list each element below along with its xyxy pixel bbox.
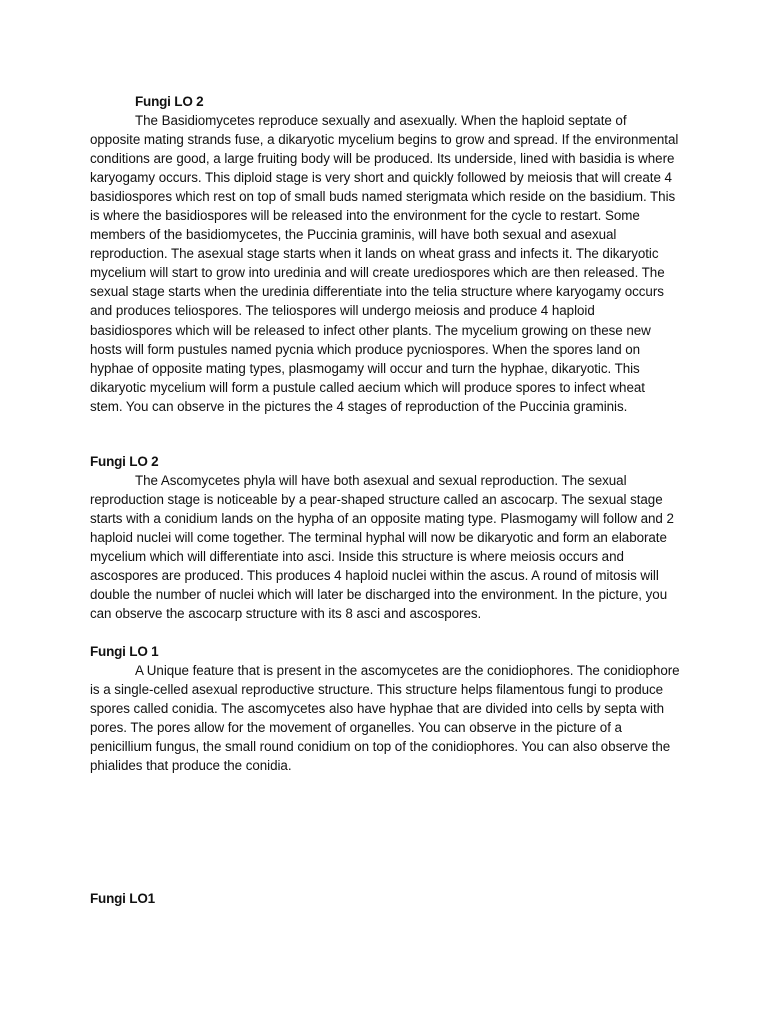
- section-fungi-lo1: [90, 889, 680, 908]
- section-heading: Fungi LO 2: [135, 94, 204, 109]
- section-paragraph: The Basidiomycetes reproduce sexually and asexually. When the haploid septate of opposite mating strands fuse, a dikaryotic mycelium begins to grow and spread. If the environmental conditions are good, a large fruiting body will be produced. Its underside, lined with basidia is where karyogamy occurs. This diploid stage is very short and quickly followed by meiosis that will create 4 basidiospores which rest on top of small buds named sterigmata which reside on the basidium. This is where the basidiospores will be released into the environment for the cycle to restart. Some members of the basidiomycetes, the Puccinia graminis, will have both sexual and asexual reproduction. The asexual stage starts when it lands on wheat grass and infects it. The dikaryotic mycelium will start to grow into uredinia and will create urediospores which are then released. The sexual stage starts when the uredinia differentiate into the telia structure where karyogamy occurs and produces teliospores. The teliospores will undergo meiosis and produce 4 haploid basidiospores which will be released to infect other plants. The mycelium growing on these new hosts will form pustules named pycnia which produce pycniospores. When the spores land on hyphae of opposite mating types, plasmogamy will occur and turn the hyphae, dikaryotic. This dikaryotic mycelium will form a pustule called aecium which will produce spores to infect wheat stem. You can observe in the pictures the 4 stages of reproduction of the Puccinia graminis.: [90, 113, 679, 414]
- section-conidiophores: [90, 642, 680, 775]
- section-paragraph: A Unique feature that is present in the ascomycetes are the conidiophores. The conidiophore is a single-celled asexual reproductive structure. This structure helps filamentous fungi to produce spores called conidia. The ascomycetes also have hyphae that are divided into cells by septa with pores. The pores allow for the movement of organelles. You can observe in the picture of a penicillium fungus, the small round conidium on top of the conidiophores. You can also observe the phialides that produce the conidia.: [90, 663, 680, 774]
- section-heading: Fungi LO1: [90, 891, 155, 906]
- section-heading: Fungi LO 2: [90, 454, 159, 469]
- section-paragraph: The Ascomycetes phyla will have both asexual and sexual reproduction. The sexual reproduction stage is noticeable by a pear-shaped structure called an ascocarp. The sexual stage starts with a conidium lands on the hypha of an opposite mating type. Plasmogamy will follow and 2 haploid nuclei will come together. The terminal hyphal will now be dikaryotic and form an elaborate mycelium which will differentiate into asci. Inside this structure is where meiosis occurs and ascospores are produced. This produces 4 haploid nuclei within the ascus. A round of mitosis will double the number of nuclei which will later be discharged into the environment. In the picture, you can observe the ascocarp structure with its 8 asci and ascospores.: [90, 473, 674, 622]
- section-heading: Fungi LO 1: [90, 644, 159, 659]
- section-basidiomycetes: [90, 92, 680, 416]
- section-ascomycetes-reproduction: [90, 452, 680, 623]
